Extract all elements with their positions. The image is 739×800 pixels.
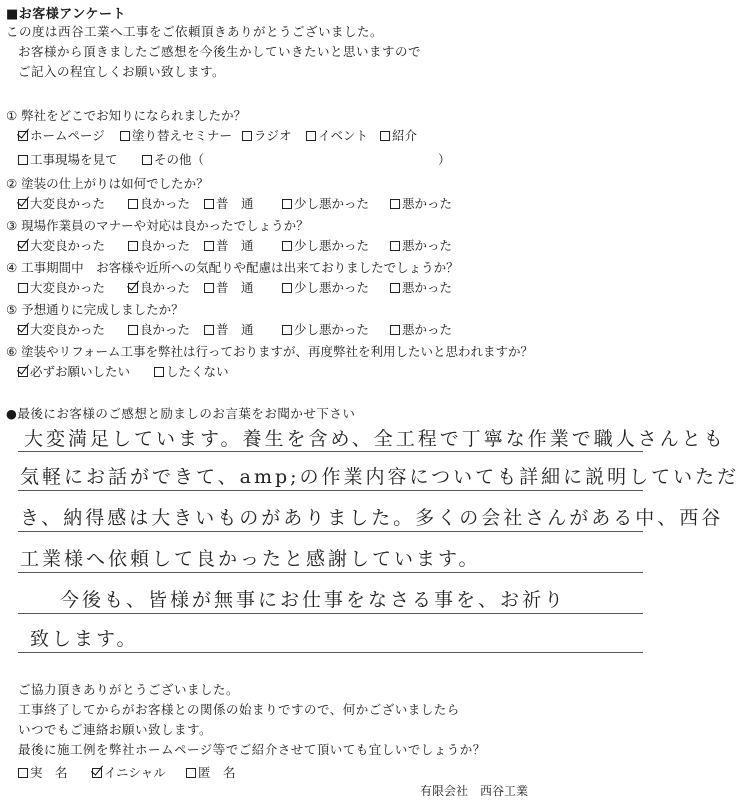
- checkbox-icon[interactable]: [18, 325, 28, 335]
- option-no[interactable]: したくない: [154, 362, 229, 380]
- comment-line-5: 今後も、皆様が無事にお仕事をなさる事を、お祈り: [60, 589, 567, 611]
- question-4-options: [18, 278, 638, 296]
- option-good[interactable]: 良かった: [128, 194, 190, 212]
- option-seminar[interactable]: 塗り替えセミナー: [120, 126, 232, 144]
- comment-line-3: き、納得感は大きいものがありました。多くの会社さんがある中、西谷: [20, 507, 724, 529]
- checkbox-icon[interactable]: [128, 199, 138, 209]
- closing-line-2: 工事終了してからがお客様との関係の始まりですので、何かございましたら: [18, 702, 460, 717]
- option-referral[interactable]: 紹介: [380, 126, 417, 144]
- checkbox-icon[interactable]: [18, 241, 28, 251]
- option-slightly-bad[interactable]: 少し悪かった: [282, 320, 369, 338]
- question-5: ⑤ 予想通りに完成しましたか？: [6, 302, 184, 317]
- question-2: ② 塗装の仕上がりは如何でしたか？: [6, 176, 209, 191]
- option-slightly-bad[interactable]: 少し悪かった: [282, 194, 369, 212]
- option-very-good[interactable]: 大変良かった: [18, 236, 105, 254]
- comment-line-4: 工業様へ依頼して良かったと感謝しています。: [20, 548, 481, 570]
- company-name: 有限会社 西谷工業: [420, 784, 529, 798]
- option-event[interactable]: イベント: [306, 126, 368, 144]
- comment-line-2: 気軽にお話ができて、amp;の作業内容についても詳細に説明していただ: [20, 466, 739, 488]
- checkbox-icon[interactable]: [18, 199, 28, 209]
- intro-line-1: この度は西谷工業へ工事をご依頼頂きありがとうございました。: [6, 24, 384, 39]
- question-2-options: [18, 194, 638, 212]
- checkbox-icon[interactable]: [186, 768, 196, 778]
- option-bad[interactable]: 悪かった: [390, 278, 452, 296]
- checkbox-icon[interactable]: [242, 131, 252, 141]
- question-4: ④ 工事期間中 お客様や近所への気配りや配慮は出来ておりましたでしょうか？: [6, 260, 459, 275]
- option-other[interactable]: その他（: [142, 150, 204, 168]
- checkbox-icon[interactable]: [128, 325, 138, 335]
- option-very-good[interactable]: 大変良かった: [18, 194, 105, 212]
- checkbox-icon[interactable]: [282, 325, 292, 335]
- question-3-options: [18, 236, 638, 254]
- checkbox-icon[interactable]: [120, 131, 130, 141]
- publication-options: [18, 763, 318, 781]
- checkbox-icon[interactable]: [18, 768, 28, 778]
- option-definitely[interactable]: 必ずお願いしたい: [18, 362, 130, 380]
- closing-line-1: ご協力頂きありがとうございました。: [18, 682, 240, 697]
- checkbox-icon[interactable]: [282, 199, 292, 209]
- option-homepage[interactable]: ホームページ: [18, 126, 105, 144]
- option-slightly-bad[interactable]: 少し悪かった: [282, 278, 369, 296]
- comment-line-1: 大変満足しています。養生を含め、全工程で丁寧な作業で職人さんとも: [24, 428, 726, 450]
- option-bad[interactable]: 悪かった: [390, 236, 452, 254]
- question-1-options-row-2: [18, 150, 638, 168]
- intro-line-2: お客様から頂きましたご感想を今後生かしていきたいと思いますので: [18, 44, 422, 59]
- option-anonymous[interactable]: 匿 名: [186, 763, 236, 781]
- checkbox-icon[interactable]: [128, 241, 138, 251]
- closing-line-4: 最後に施工例を弊社ホームページ等でご紹介させて頂いても宜しいでしょうか？: [18, 742, 486, 757]
- option-good[interactable]: 良かった: [128, 320, 190, 338]
- ruled-line: [18, 531, 643, 532]
- question-1-options-row-1: [18, 126, 638, 144]
- checkbox-icon[interactable]: [142, 155, 152, 165]
- checkbox-icon[interactable]: [92, 768, 102, 778]
- checkbox-icon[interactable]: [390, 283, 400, 293]
- intro-line-3: ご記入の程宜しくお願い致します。: [18, 64, 226, 79]
- comment-line-6: 致します。: [30, 628, 139, 650]
- checkbox-icon[interactable]: [390, 199, 400, 209]
- survey-title: ■お客様アンケート: [6, 7, 127, 22]
- option-real-name[interactable]: 実 名: [18, 763, 68, 781]
- option-average[interactable]: 普 通: [204, 278, 254, 296]
- option-very-good[interactable]: 大変良かった: [18, 320, 105, 338]
- question-5-options: [18, 320, 638, 338]
- checkbox-icon[interactable]: [306, 131, 316, 141]
- option-good[interactable]: 良かった: [128, 236, 190, 254]
- option-good[interactable]: 良かった: [128, 278, 190, 296]
- checkbox-icon[interactable]: [380, 131, 390, 141]
- option-average[interactable]: 普 通: [204, 320, 254, 338]
- option-radio[interactable]: ラジオ: [242, 126, 292, 144]
- checkbox-icon[interactable]: [18, 131, 28, 141]
- checkbox-icon[interactable]: [154, 367, 164, 377]
- question-1: ① 弊社をどこでお知りになられましたか？: [6, 108, 247, 123]
- option-bad[interactable]: 悪かった: [390, 320, 452, 338]
- question-6: ⑥ 塗装やリフォーム工事を弊社は行っておりますが、再度弊社を利用したいと思われますか？: [6, 344, 534, 359]
- ruled-line: [18, 490, 643, 491]
- ruled-line: [18, 572, 643, 573]
- option-average[interactable]: 普 通: [204, 236, 254, 254]
- comments-heading: ●最後にお客様のご感想と励ましのお言葉をお聞かせ下さい: [6, 406, 356, 421]
- option-site-visit[interactable]: 工事現場を見て: [18, 150, 118, 168]
- checkbox-icon[interactable]: [390, 241, 400, 251]
- checkbox-icon[interactable]: [204, 283, 214, 293]
- checkbox-icon[interactable]: [204, 199, 214, 209]
- option-average[interactable]: 普 通: [204, 194, 254, 212]
- checkbox-icon[interactable]: [282, 241, 292, 251]
- ruled-line: [18, 613, 643, 614]
- option-slightly-bad[interactable]: 少し悪かった: [282, 236, 369, 254]
- question-3: ③ 現場作業員のマナーや対応は良かったでしょうか？: [6, 218, 309, 233]
- ruled-line: [18, 451, 643, 452]
- ruled-line: [18, 652, 643, 653]
- closing-line-3: いつでもご連絡お願い致します。: [18, 722, 213, 737]
- checkbox-icon[interactable]: [282, 283, 292, 293]
- checkbox-icon[interactable]: [204, 325, 214, 335]
- checkbox-icon[interactable]: [204, 241, 214, 251]
- option-very-good[interactable]: 大変良かった: [18, 278, 105, 296]
- checkbox-icon[interactable]: [18, 155, 28, 165]
- checkbox-icon[interactable]: [128, 283, 138, 293]
- checkbox-icon[interactable]: [18, 283, 28, 293]
- option-initials[interactable]: イニシャル: [92, 763, 166, 781]
- checkbox-icon[interactable]: [390, 325, 400, 335]
- option-bad[interactable]: 悪かった: [390, 194, 452, 212]
- question-6-options: [18, 362, 638, 380]
- option-other-close: ）: [438, 152, 451, 167]
- checkbox-icon[interactable]: [18, 367, 28, 377]
